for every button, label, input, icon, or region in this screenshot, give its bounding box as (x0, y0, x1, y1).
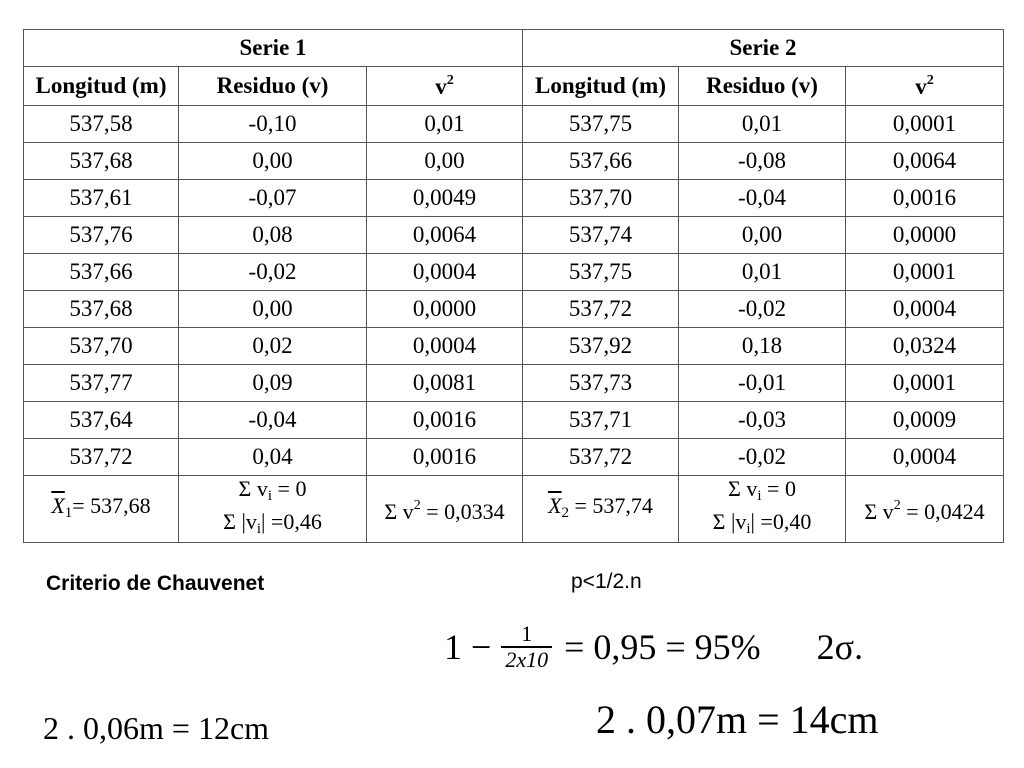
s2-sum-v2 (846, 476, 1004, 543)
table-cell: 0,00 (179, 291, 367, 328)
table-cell: 537,76 (24, 217, 179, 254)
table-cell: -0,10 (179, 106, 367, 143)
s1-mean-symbol: $\overline{X}$ (51, 492, 65, 518)
s1-sum-v2-label: Σ v (384, 499, 414, 524)
probability-formula: p<1/2.n (571, 570, 642, 593)
s1-sums (179, 476, 367, 543)
s1-sum-v2-value: = 0,0334 (420, 499, 505, 524)
table-cell: 0,0004 (846, 439, 1004, 476)
s2-sum-abs-sub: i (746, 521, 751, 537)
table-cell: -0,04 (679, 180, 846, 217)
s1-sum-v: Σ v (238, 476, 268, 501)
table-cell: 0,01 (679, 254, 846, 291)
table-cell: 0,0009 (846, 402, 1004, 439)
s2-mean-symbol: $\overline{X}$ (548, 492, 562, 518)
table-cell: 537,70 (523, 180, 679, 217)
s2-mean-sub: 2 (561, 504, 570, 521)
s1-sum-v-sub: i (267, 488, 273, 504)
table-cell: 537,71 (523, 402, 679, 439)
residuals-table (23, 29, 1004, 543)
equation-result: = 0,95 = 95% (564, 627, 761, 667)
table-cell: 537,68 (24, 143, 179, 180)
s1-sum-v2-sup: 2 (413, 498, 421, 513)
fraction-denominator: 2x10 (501, 646, 552, 672)
equation-lead: 1 − (444, 627, 492, 667)
table-cell: 0,04 (179, 439, 367, 476)
col-v2-2 (846, 67, 1004, 106)
table-cell: 0,0004 (846, 291, 1004, 328)
s2-sum-v-value: = 0 (761, 476, 796, 501)
table-cell: -0,08 (679, 143, 846, 180)
s1-sum-v2 (367, 476, 523, 543)
table-row (24, 365, 1004, 402)
s1-mean-value: = 537,68 (72, 492, 151, 518)
table-cell: 0,01 (679, 106, 846, 143)
col-v2-1 (367, 67, 523, 106)
table-cell: 537,68 (24, 291, 179, 328)
s2-sum-abs: Σ |v (712, 509, 747, 534)
table-cell: 537,92 (523, 328, 679, 365)
s1-sum-abs-value: | =0,46 (261, 509, 322, 534)
col-residuo-1: Residuo (v) (179, 67, 367, 106)
s1-sum-abs: Σ |v (223, 509, 257, 534)
table-cell: 537,75 (523, 254, 679, 291)
s2-sum-v2-sup: 2 (893, 498, 901, 513)
s2-sum-v: Σ v (728, 476, 758, 501)
table-cell: 0,00 (179, 143, 367, 180)
table-row (24, 402, 1004, 439)
table-cell: -0,03 (679, 402, 846, 439)
table-cell: 537,73 (523, 365, 679, 402)
table-cell: 0,01 (367, 106, 523, 143)
series-1-header: Serie 1 (24, 30, 523, 67)
table-row (24, 254, 1004, 291)
fraction-numerator: 1 (521, 621, 533, 646)
table-cell: 0,0064 (846, 143, 1004, 180)
table-row (24, 439, 1004, 476)
chauvenet-equation (444, 622, 863, 672)
table-cell: 0,00 (679, 217, 846, 254)
table-cell: -0,02 (679, 439, 846, 476)
table-cell: 0,0064 (367, 217, 523, 254)
s2-sum-v2-value: = 0,0424 (900, 499, 985, 524)
table-cell: 537,61 (24, 180, 179, 217)
equation-fraction (501, 622, 552, 672)
table-cell: 0,0016 (367, 439, 523, 476)
table-cell: 0,0001 (846, 106, 1004, 143)
s2-mean-value: = 537,74 (569, 492, 653, 518)
table-cell: -0,02 (679, 291, 846, 328)
s2-sum-v-sub: i (757, 488, 762, 504)
table-cell: 537,64 (24, 402, 179, 439)
table-cell: 537,70 (24, 328, 179, 365)
series-2-header: Serie 2 (523, 30, 1004, 67)
table-cell: -0,01 (679, 365, 846, 402)
col-longitud-1: Longitud (m) (24, 67, 179, 106)
table-cell: 537,74 (523, 217, 679, 254)
criterio-label: Criterio de Chauvenet (46, 572, 265, 595)
col-v2-2-base: v (915, 73, 927, 99)
table-cell: 537,66 (523, 143, 679, 180)
calc-series-2: 2 . 0,07m = 14cm (596, 697, 879, 742)
table-cell: 0,0004 (367, 328, 523, 365)
col-v2-1-base: v (435, 73, 447, 99)
table-cell: 537,58 (24, 106, 179, 143)
table-cell: 0,0081 (367, 365, 523, 402)
table-cell: 537,72 (24, 439, 179, 476)
table-cell: 0,02 (179, 328, 367, 365)
col-v2-2-sup: 2 (926, 72, 934, 88)
table-cell: 537,75 (523, 106, 679, 143)
table-cell: -0,07 (179, 180, 367, 217)
s2-mean (523, 476, 679, 543)
table-cell: -0,04 (179, 402, 367, 439)
col-v2-1-sup: 2 (446, 72, 454, 88)
table-row (24, 143, 1004, 180)
table-cell: -0,02 (179, 254, 367, 291)
table-cell: 0,0016 (846, 180, 1004, 217)
s1-mean-sub: 1 (64, 504, 73, 521)
s1-sum-abs-sub: i (256, 521, 262, 537)
table-cell: 537,77 (24, 365, 179, 402)
table-cell: 537,66 (24, 254, 179, 291)
s2-sum-v2-label: Σ v (864, 499, 894, 524)
table-row (24, 106, 1004, 143)
table-cell: 0,0016 (367, 402, 523, 439)
s1-mean (24, 476, 179, 543)
table-cell: 0,0001 (846, 365, 1004, 402)
table-row (24, 328, 1004, 365)
table-cell: 0,00 (367, 143, 523, 180)
calc-series-1: 2 . 0,06m = 12cm (43, 710, 270, 746)
table-row (24, 291, 1004, 328)
table-cell: 0,08 (179, 217, 367, 254)
table-cell: 0,0000 (367, 291, 523, 328)
table-cell: 0,0004 (367, 254, 523, 291)
s2-sums (679, 476, 846, 543)
s1-sum-v-value: = 0 (272, 476, 307, 501)
table-cell: 0,09 (179, 365, 367, 402)
col-residuo-2: Residuo (v) (679, 67, 846, 106)
table-row (24, 180, 1004, 217)
table-row (24, 217, 1004, 254)
table-cell: 0,0000 (846, 217, 1004, 254)
equation-sigma: 2σ. (816, 627, 864, 667)
table-cell: 0,0324 (846, 328, 1004, 365)
table-cell: 0,0049 (367, 180, 523, 217)
col-longitud-2: Longitud (m) (523, 67, 679, 106)
table-cell: 537,72 (523, 439, 679, 476)
s2-sum-abs-value: | =0,40 (750, 509, 812, 534)
table-cell: 0,0001 (846, 254, 1004, 291)
table-cell: 537,72 (523, 291, 679, 328)
table-cell: 0,18 (679, 328, 846, 365)
